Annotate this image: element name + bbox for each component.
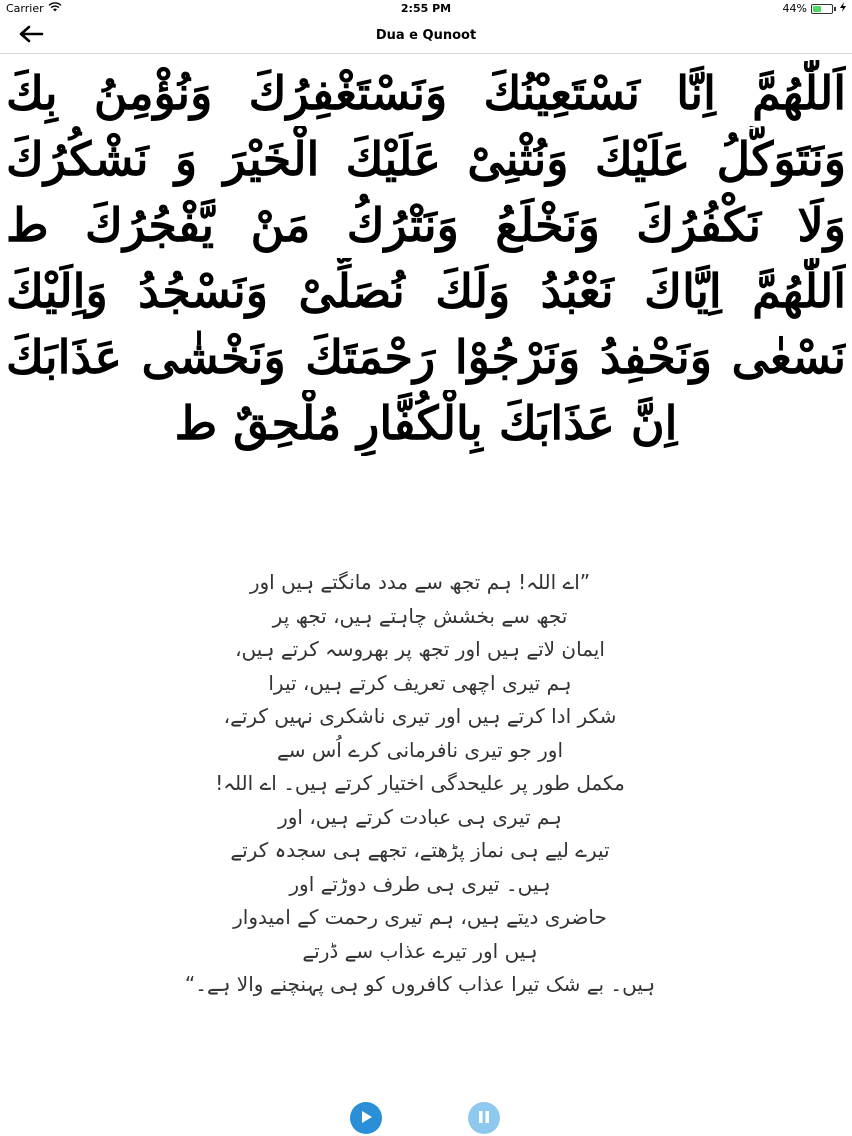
urdu-line: ہم تیری اچھی تعریف کرتے ہیں، تیرا <box>268 670 572 695</box>
urdu-line: اور جو تیری نافرمانی کرے اُس سے <box>276 737 564 762</box>
play-button[interactable] <box>350 1102 382 1134</box>
arabic-line: نَسْعٰى وَنَحْفِدُ وَنَرْجُوْا رَحْمَتَكَ وَنَخْشٰى عَذَابَكَ <box>6 330 846 384</box>
pause-icon <box>478 1109 490 1128</box>
navigation-bar <box>0 18 852 54</box>
charging-icon <box>840 2 846 15</box>
arabic-dua-text <box>6 60 846 540</box>
battery-icon <box>811 4 833 14</box>
urdu-translation <box>60 566 780 1006</box>
urdu-line: ”اے اللہ! ہم تجھ سے مدد مانگتے ہیں اور <box>249 570 591 594</box>
urdu-line: ہم تیری ہی عبادت کرتے ہیں، اور <box>278 804 562 829</box>
battery-tip <box>834 7 836 11</box>
status-time: 2:55 PM <box>400 2 452 15</box>
page-title: Dua e Qunoot <box>375 28 477 43</box>
play-icon <box>359 1109 373 1128</box>
audio-player-controls <box>0 1100 852 1136</box>
urdu-line: تجھ سے بخشش چاہتے ہیں، تجھ پر <box>272 603 568 628</box>
arabic-line: اَللّٰهُمَّ اِيَّاكَ نَعْبُدُ وَلَكَ نُصَلِّىْ وَنَسْجُدُ وَاِلَيْكَ <box>6 264 846 318</box>
urdu-line: مکمل طور پر علیحدگی اختیار کرتے ہیں۔ اے اللہ! <box>215 771 625 795</box>
urdu-line: ہیں۔ تیری ہی طرف دوڑتے اور <box>289 871 551 896</box>
urdu-line: حاضری دیتے ہیں، ہم تیری رحمت کے امیدوار <box>233 905 607 929</box>
status-bar <box>0 0 852 18</box>
arabic-line: اَللّٰهُمَّ اِنَّا نَسْتَعِيْنُكَ وَنَسْتَغْفِرُكَ وَنُؤْمِنُ بِكَ <box>6 66 846 120</box>
arabic-line: وَنَتَوَكَّلُ عَلَيْكَ وَنُثْنِىْ عَلَيْكَ الْخَيْرَ وَ نَشْكُرُكَ <box>6 132 846 186</box>
urdu-line: ہیں۔ بے شک تیرا عذاب کافروں کو ہی پہنچنے والا ہے۔“ <box>184 972 656 996</box>
urdu-line: تیرے لیے ہی نماز پڑھتے، تجھے ہی سجدہ کرتے <box>230 838 610 862</box>
arabic-line: اِنَّ عَذَابَكَ بِالْكُفَّارِ مُلْحِقٌ ط <box>174 396 678 450</box>
arabic-line: وَلَا نَكْفُرُكَ وَنَخْلَعُ وَنَتْرُكُ مَنْ يَّفْجُرُكَ ط <box>6 198 846 252</box>
pause-button[interactable] <box>468 1102 500 1134</box>
urdu-line: ایمان لاتے ہیں اور تجھ پر بھروسہ کرتے ہیں، <box>235 637 605 661</box>
urdu-line: ہیں اور تیرے عذاب سے ڈرتے <box>302 938 538 963</box>
urdu-line: شکر ادا کرتے ہیں اور تیری ناشکری نہیں کرتے، <box>223 704 617 728</box>
battery-level <box>813 6 821 12</box>
status-right <box>783 2 846 15</box>
carrier-label: Carrier <box>6 2 44 15</box>
battery-percent: 44% <box>782 2 807 15</box>
